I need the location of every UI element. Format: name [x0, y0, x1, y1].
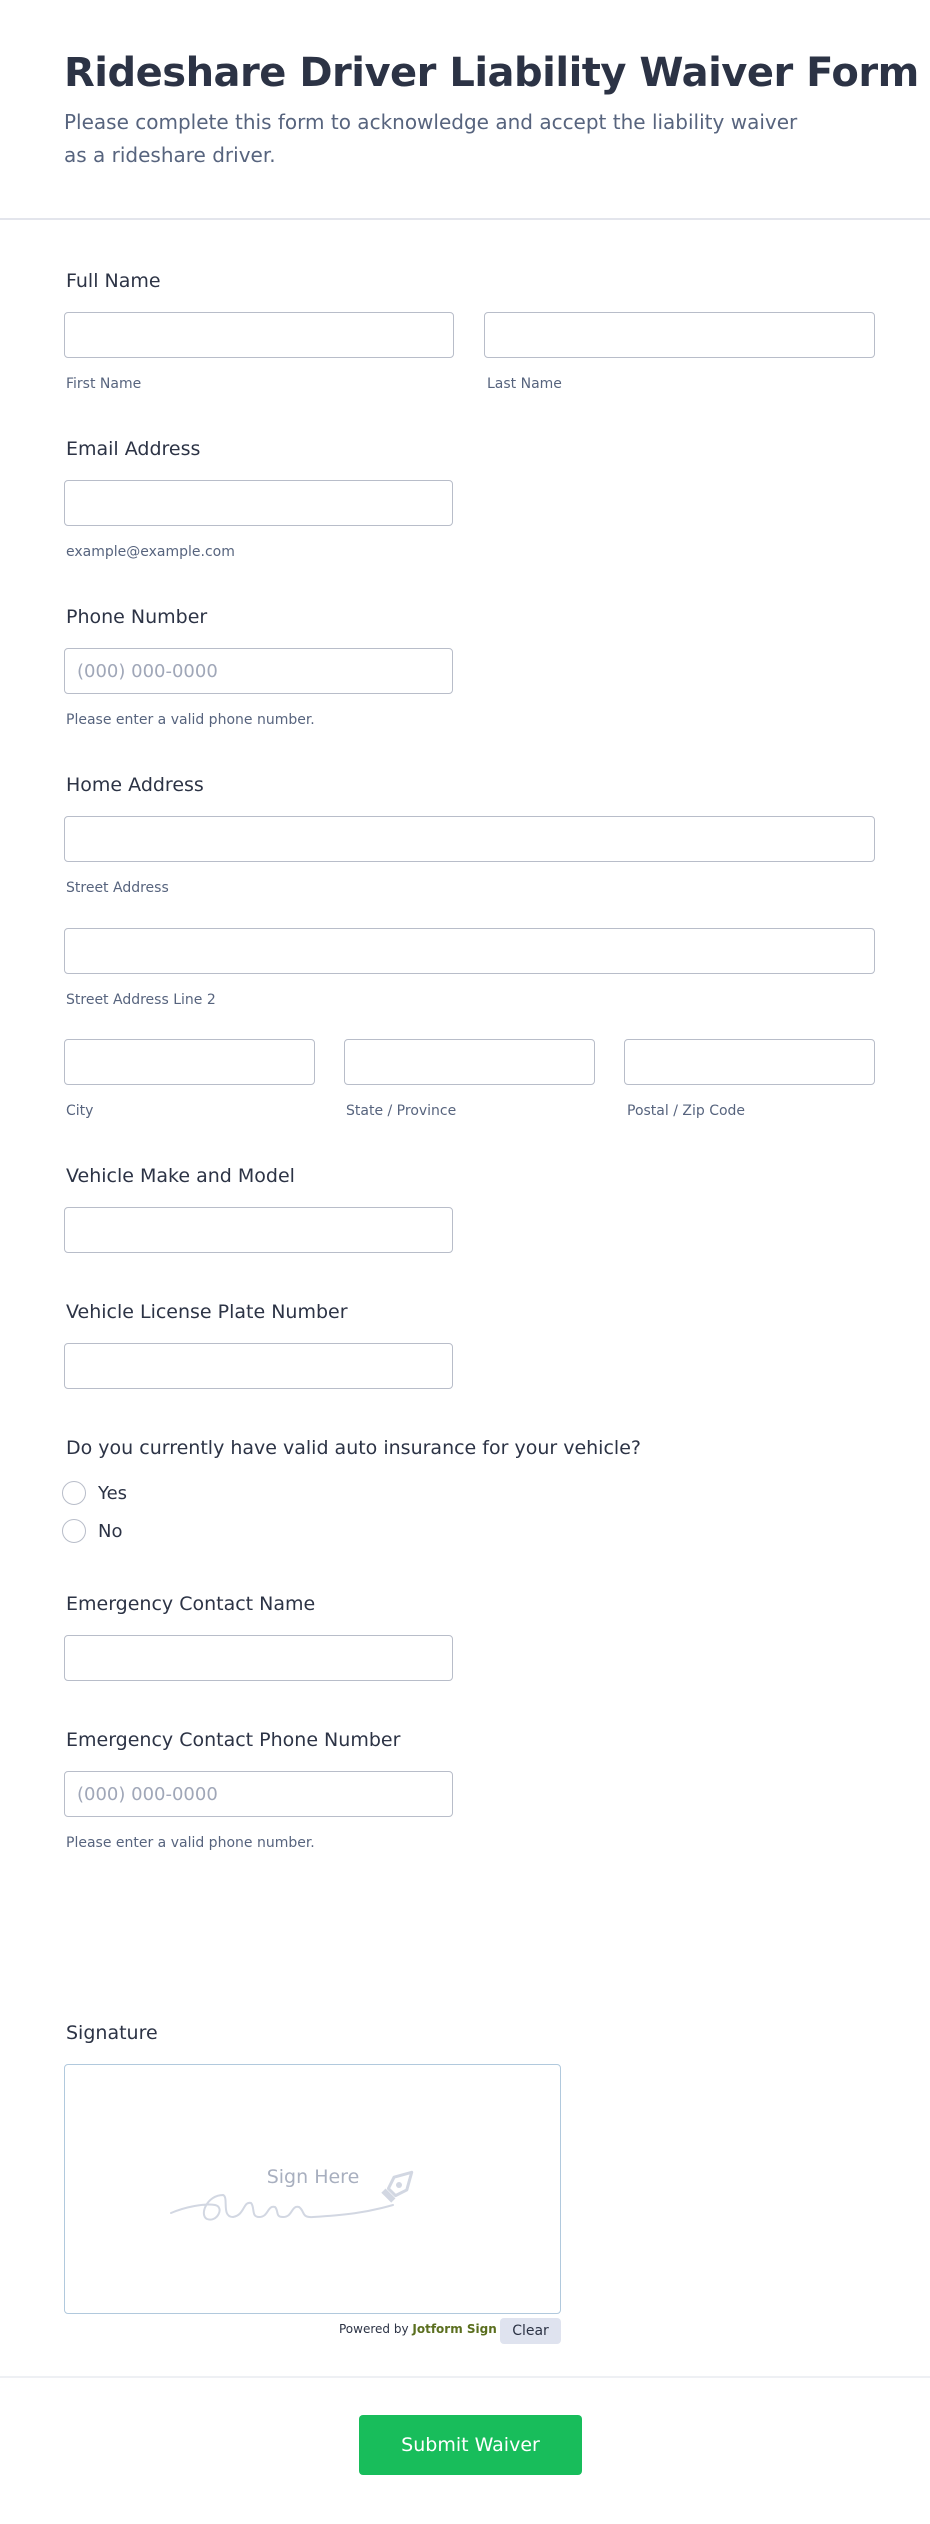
email-label: Email Address — [66, 438, 201, 460]
emergency-phone-sublabel: Please enter a valid phone number. — [66, 1835, 315, 1851]
powered-by-text — [339, 2322, 497, 2336]
last-name-input[interactable] — [484, 312, 875, 358]
emergency-phone-label: Emergency Contact Phone Number — [66, 1729, 401, 1751]
city-input[interactable] — [64, 1039, 315, 1085]
submit-button[interactable]: Submit Waiver — [359, 2415, 582, 2475]
phone-input[interactable] — [64, 648, 453, 694]
state-sublabel: State / Province — [346, 1103, 457, 1119]
pen-nib-icon — [380, 2166, 418, 2204]
form-header — [0, 0, 930, 220]
zip-sublabel: Postal / Zip Code — [627, 1103, 746, 1119]
vehicle-plate-label: Vehicle License Plate Number — [66, 1301, 348, 1323]
insurance-option-no[interactable] — [62, 1517, 122, 1545]
signature-pad[interactable] — [64, 2064, 561, 2314]
email-input[interactable] — [64, 480, 453, 526]
state-input[interactable] — [344, 1039, 595, 1085]
insurance-question: Do you currently have valid auto insurance for your vehicle? — [66, 1437, 641, 1459]
sign-here-hint: Sign Here — [266, 2166, 360, 2188]
emergency-name-label: Emergency Contact Name — [66, 1593, 316, 1615]
page-title: Rideshare Driver Liability Waiver Form — [64, 50, 919, 96]
street-address-sublabel: Street Address — [66, 880, 169, 896]
radio-label-no: No — [98, 1520, 123, 1542]
phone-sublabel: Please enter a valid phone number. — [66, 712, 315, 728]
footer-divider — [0, 2376, 930, 2378]
radio-label-yes: Yes — [98, 1482, 128, 1504]
city-sublabel: City — [66, 1103, 94, 1119]
home-address-label: Home Address — [66, 774, 204, 796]
page-subtitle: Please complete this form to acknowledge and accept the liability waiver as a rideshare driver. — [64, 110, 798, 167]
clear-signature-button[interactable]: Clear — [500, 2318, 561, 2344]
vehicle-plate-input[interactable] — [64, 1343, 453, 1389]
signature-placeholder-graphic — [65, 2065, 562, 2315]
zip-input[interactable] — [624, 1039, 875, 1085]
vehicle-make-input[interactable] — [64, 1207, 453, 1253]
vehicle-make-label: Vehicle Make and Model — [66, 1165, 295, 1187]
powered-by-prefix: Powered by — [339, 2322, 409, 2336]
radio-button-no[interactable] — [62, 1519, 86, 1543]
emergency-name-input[interactable] — [64, 1635, 453, 1681]
street-address-input[interactable] — [64, 816, 875, 862]
street-address-line2-sublabel: Street Address Line 2 — [66, 992, 216, 1008]
jotform-sign-brand: Jotform Sign — [412, 2322, 497, 2336]
first-name-input[interactable] — [64, 312, 454, 358]
full-name-label: Full Name — [66, 270, 161, 292]
email-sublabel: example@example.com — [66, 544, 235, 560]
street-address-line2-input[interactable] — [64, 928, 875, 974]
signature-label: Signature — [66, 2022, 158, 2044]
last-name-sublabel: Last Name — [487, 376, 562, 392]
radio-button-yes[interactable] — [62, 1481, 86, 1505]
phone-label: Phone Number — [66, 606, 208, 628]
first-name-sublabel: First Name — [66, 376, 142, 392]
emergency-phone-input[interactable] — [64, 1771, 453, 1817]
insurance-option-yes[interactable] — [62, 1479, 127, 1507]
